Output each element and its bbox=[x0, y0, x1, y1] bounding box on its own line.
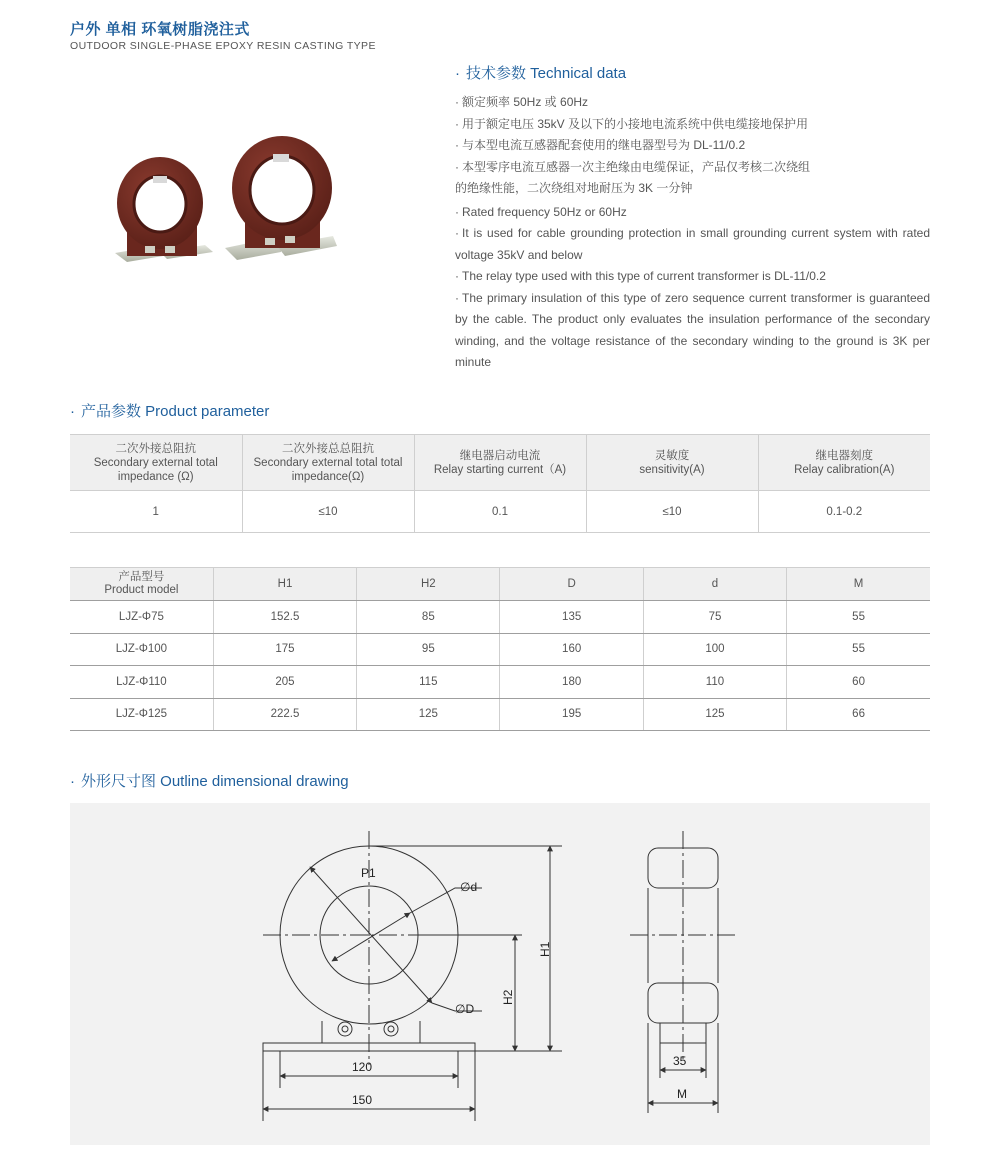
table-header-row bbox=[70, 435, 930, 491]
product-parameter-table bbox=[70, 434, 930, 533]
col-header-total-impedance: 二次外接总总阻抗 Secondary external total total impedance(Ω) bbox=[242, 435, 414, 491]
table-cell: ≤10 bbox=[242, 491, 414, 533]
table-cell: 110 bbox=[643, 666, 786, 699]
tech-item-cn-3: · 与本型电流互感器配套使用的继电器型号为 DL-11/0.2 bbox=[455, 138, 746, 152]
label-width-150: 150 bbox=[352, 1093, 373, 1107]
table-row bbox=[70, 633, 930, 666]
table-cell: 195 bbox=[500, 698, 643, 731]
table-cell: 85 bbox=[357, 601, 500, 634]
table-cell: 1 bbox=[70, 491, 242, 533]
col-header-D: D bbox=[500, 568, 643, 601]
table-cell: 180 bbox=[500, 666, 643, 699]
label-h2: H2 bbox=[501, 989, 515, 1005]
product-photo bbox=[105, 128, 345, 298]
table-cell: 125 bbox=[357, 698, 500, 731]
label-m: M bbox=[677, 1087, 687, 1101]
table-cell: 205 bbox=[213, 666, 356, 699]
table-cell: 66 bbox=[787, 698, 930, 731]
table-header-row bbox=[70, 568, 930, 601]
table-cell: 55 bbox=[787, 601, 930, 634]
outline-dimensional-drawing bbox=[70, 803, 930, 1145]
table-cell: LJZ-Φ125 bbox=[70, 698, 213, 731]
tech-item-en-4: · The primary insulation of this type of zero sequence current transformer is guaranteed by the cable. The product only evaluates the insulation performance of the secondary winding, and the voltage resistance of the secondary winding to the ground is 3K per minute bbox=[455, 290, 930, 369]
table-row bbox=[70, 601, 930, 634]
label-small-diameter: ∅d bbox=[460, 880, 478, 894]
table-cell: 135 bbox=[500, 601, 643, 634]
table-row bbox=[70, 491, 930, 533]
col-header-impedance: 二次外接总阻抗 Secondary external total impedance (Ω) bbox=[70, 435, 242, 491]
page-title-cn: 户外 单相 环氧树脂浇注式 bbox=[70, 21, 250, 38]
product-parameter-heading: · 产品参数 Product parameter bbox=[70, 403, 270, 420]
table-cell: 175 bbox=[213, 633, 356, 666]
small-transformer-illustration bbox=[115, 157, 213, 262]
table-row bbox=[70, 666, 930, 699]
table-cell: ≤10 bbox=[586, 491, 758, 533]
label-p1: P1 bbox=[361, 866, 376, 880]
tech-item-en-2: · It is used for cable grounding protection in small grounding current system with rated voltage 35kV and below bbox=[455, 226, 930, 262]
table-cell: 125 bbox=[643, 698, 786, 731]
col-header-sensitivity: 灵敏度 sensitivity(A) bbox=[586, 435, 758, 491]
col-header-relay-current: 继电器启动电流 Relay starting current（A) bbox=[414, 435, 586, 491]
table-cell: 100 bbox=[643, 633, 786, 666]
table-cell: 115 bbox=[357, 666, 500, 699]
table-cell: 152.5 bbox=[213, 601, 356, 634]
table-cell: LJZ-Φ75 bbox=[70, 601, 213, 634]
technical-data-heading: · 技术参数 Technical data bbox=[455, 65, 627, 82]
col-header-calibration: 继电器刻度 Relay calibration(A) bbox=[758, 435, 930, 491]
col-header-h2: H2 bbox=[357, 568, 500, 601]
label-h1: H1 bbox=[538, 941, 552, 957]
tech-item-en-1: · Rated frequency 50Hz or 60Hz bbox=[455, 204, 627, 219]
tech-item-cn-2: · 用于额定电压 35kV 及以下的小接地电流系统中供电缆接地保护用 bbox=[455, 116, 809, 131]
label-width-120: 120 bbox=[352, 1060, 373, 1074]
table-cell: 75 bbox=[643, 601, 786, 634]
table-cell: 0.1-0.2 bbox=[758, 491, 930, 533]
col-header-m: M bbox=[787, 568, 930, 601]
page-title-en: OUTDOOR SINGLE-PHASE EPOXY RESIN CASTING TYPE bbox=[70, 40, 376, 52]
model-dimensions-table bbox=[70, 567, 930, 731]
large-transformer-illustration bbox=[225, 136, 337, 260]
col-header-d: d bbox=[643, 568, 786, 601]
table-cell: 222.5 bbox=[213, 698, 356, 731]
table-cell: 60 bbox=[787, 666, 930, 699]
table-cell: 55 bbox=[787, 633, 930, 666]
table-cell: 160 bbox=[500, 633, 643, 666]
col-header-model: 产品型号 Product model bbox=[70, 568, 213, 601]
table-row bbox=[70, 698, 930, 731]
label-width-35: 35 bbox=[673, 1054, 687, 1068]
technical-data-list bbox=[455, 92, 930, 374]
tech-item-cn-4: · 本型零序电流互感器一次主绝缘由电缆保证，产品仅考核二次绕组 bbox=[455, 159, 811, 174]
label-large-diameter: ∅D bbox=[455, 1002, 475, 1016]
table-cell: 0.1 bbox=[414, 491, 586, 533]
outline-drawing-heading: · 外形尺寸图 Outline dimensional drawing bbox=[70, 773, 349, 790]
table-cell: LJZ-Φ100 bbox=[70, 633, 213, 666]
col-header-h1: H1 bbox=[213, 568, 356, 601]
tech-item-cn-1: · 额定频率 50Hz 或 60Hz bbox=[455, 95, 589, 109]
tech-item-cn-4-cont: 的绝缘性能，二次绕组对地耐压为 3K 一分钟 bbox=[455, 181, 693, 195]
table-cell: LJZ-Φ110 bbox=[70, 666, 213, 699]
table-cell: 95 bbox=[357, 633, 500, 666]
tech-item-en-3: · The relay type used with this type of current transformer is DL-11/0.2 bbox=[455, 269, 826, 283]
